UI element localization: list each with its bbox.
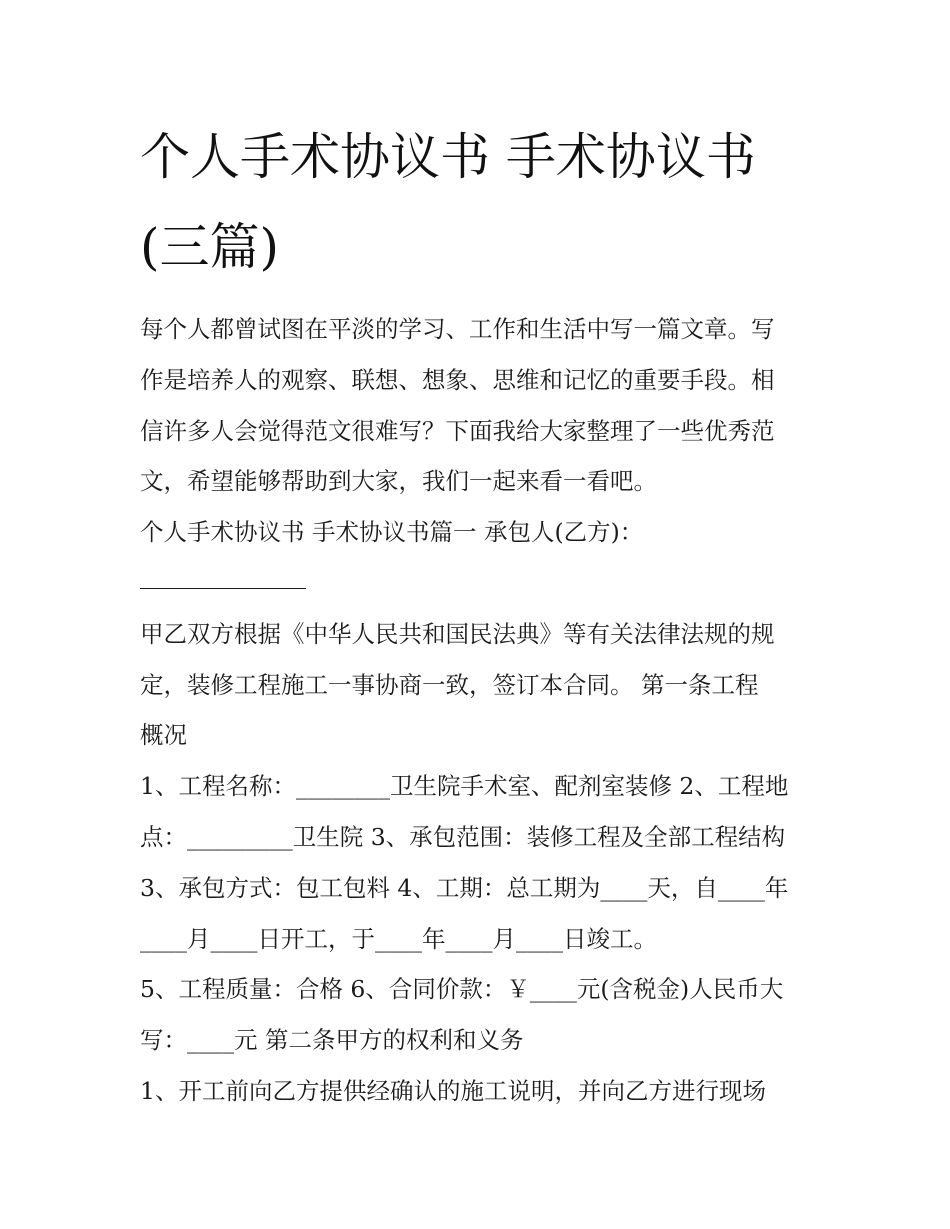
title-line-1: 个人手术协议书 手术协议书 bbox=[140, 128, 756, 186]
title-line-2: (三篇) bbox=[140, 218, 280, 276]
section-heading-line: 个人手术协议书 手术协议书篇一 承包人(乙方)： bbox=[140, 518, 644, 547]
blank-underline bbox=[140, 558, 306, 609]
paragraph-line: 1、开工前向乙方提供经确认的施工说明，并向乙方进行现场 bbox=[140, 1076, 766, 1105]
paragraph-line: 每个人都曾试图在平淡的学习、工作和生活中写一篇文章。写 bbox=[140, 315, 775, 343]
paragraph-line: ____月____日开工，于____年____月____日竣工。 bbox=[140, 924, 657, 953]
paragraph-line: 5、工程质量：合格 6、合同价款：￥____元(含税金)人民币大 bbox=[140, 975, 784, 1004]
paragraph-line: 写：____元 第二条甲方的权利和义务 bbox=[140, 1026, 524, 1055]
paragraph-line: 点：_________卫生院 3、承包范围：装修工程及全部工程结构 bbox=[140, 822, 786, 851]
paragraph-line: 文，希望能够帮助到大家，我们一起来看一看吧。 bbox=[140, 467, 657, 496]
paragraph-line: 定，装修工程施工一事协商一致，签订本合同。 第一条工程 bbox=[140, 670, 759, 699]
paragraph-line: 作是培养人的观察、联想、想象、思维和记忆的重要手段。相 bbox=[140, 365, 775, 394]
paragraph-line: 1、工程名称：________卫生院手术室、配剂室装修 2、工程地 bbox=[140, 772, 789, 801]
paragraph-line: 甲乙双方根据《中华人民共和国民法典》等有关法律法规的规 bbox=[140, 619, 775, 648]
document-title bbox=[140, 112, 820, 292]
paragraph-line: 3、承包方式：包工包料 4、工期：总工期为____天，自____年 bbox=[140, 873, 789, 902]
paragraph-line: 概况 bbox=[140, 721, 187, 750]
document-content bbox=[140, 112, 820, 1117]
paragraph-line: 信许多人会觉得范文很难写？下面我给大家整理了一些优秀范 bbox=[140, 416, 775, 445]
document-body bbox=[140, 304, 820, 1117]
